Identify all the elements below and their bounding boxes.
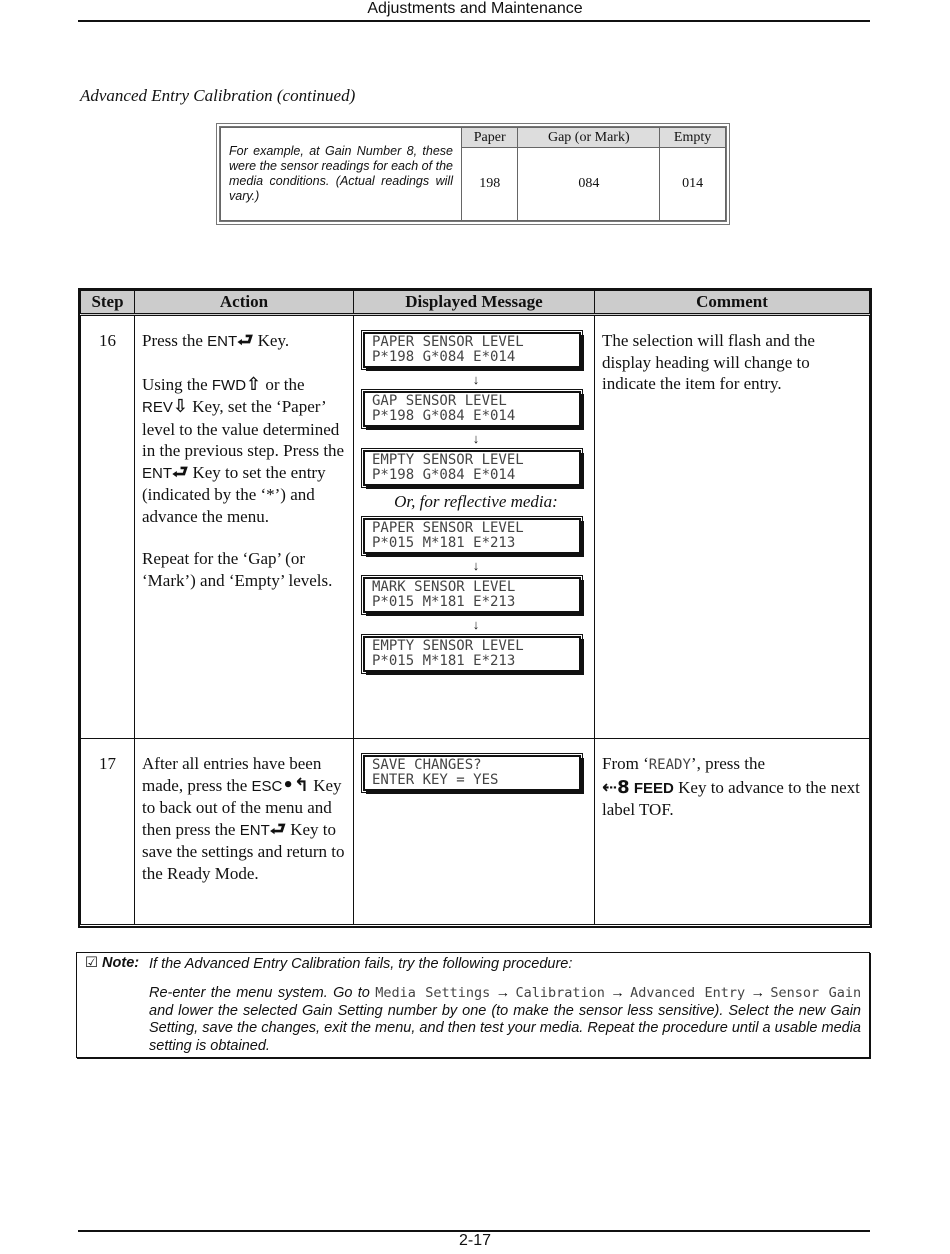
note-line-1: If the Advanced Entry Calibration fails, try the following procedure: <box>149 956 573 972</box>
action-text: Press the <box>142 331 203 350</box>
lcd-display: EMPTY SENSOR LEVEL P*198 G*084 E*014 <box>363 450 581 486</box>
displayed-message-cell <box>354 315 595 739</box>
fwd-key-label: FWD <box>211 376 247 394</box>
lcd-display: EMPTY SENSOR LEVEL P*015 M*181 E*213 <box>363 636 581 672</box>
value-paper: 198 <box>462 148 518 221</box>
ent-key-label: ENT <box>207 333 238 350</box>
header-comment: Comment <box>595 291 870 315</box>
page-header: Adjustments and Maintenance <box>367 0 583 17</box>
checkbox-icon: ☑ <box>85 955 98 971</box>
right-arrow-icon: → <box>610 985 625 1001</box>
action-text: Key, set the ‘Paper’ level to the value determined in the previous step. Press the <box>142 397 345 460</box>
enter-key-icon: ⮐ <box>237 330 254 351</box>
feed-key-label: FEED <box>633 779 674 797</box>
procedure-table <box>78 288 872 928</box>
action-text: Repeat for the ‘Gap’ (or ‘Mark’) and ‘Empty’ levels. <box>142 549 333 590</box>
rev-key-label: REV <box>142 399 173 416</box>
down-arrow-icon: ↓ <box>472 617 480 632</box>
feed-key-icon: ⇠8 <box>602 776 630 798</box>
ent-key-label: ENT <box>239 821 270 839</box>
value-gap: 084 <box>518 148 660 221</box>
menu-path-item: Advanced Entry <box>630 985 746 1001</box>
comment-cell: The selection will flash and the display heading will change to indicate the item for entry. <box>595 315 870 739</box>
esc-key-label: ESC <box>251 777 283 795</box>
table-row <box>81 739 870 925</box>
section-title: Advanced Entry Calibration (continued) <box>80 86 356 105</box>
enter-key-icon: ⮐ <box>172 461 189 483</box>
menu-path-item: Media Settings <box>375 985 491 1001</box>
table-row <box>81 315 870 739</box>
value-empty: 014 <box>660 148 726 221</box>
ent-key-label: ENT <box>142 464 172 482</box>
note-box <box>76 952 870 1058</box>
lcd-display: PAPER SENSOR LEVEL P*198 G*084 E*014 <box>363 332 581 368</box>
header-displayed-message: Displayed Message <box>354 291 595 315</box>
right-arrow-icon: → <box>750 985 766 1001</box>
action-text: Key. <box>257 331 290 350</box>
ready-mode-text: READY <box>648 757 691 773</box>
enter-key-icon: ⮐ <box>269 818 286 840</box>
action-cell <box>135 739 354 925</box>
down-arrow-icon: ↓ <box>472 372 480 387</box>
comment-cell: From ‘READY’, press the ⇠8 FEED Key to advance to the next label TOF. <box>595 739 870 925</box>
up-arrow-circle-icon: ⇧ <box>246 373 262 395</box>
lcd-display: PAPER SENSOR LEVEL P*015 M*181 E*213 <box>363 518 581 554</box>
action-text: Key to save the settings and return to the Ready Mode. <box>142 819 345 883</box>
col-header-paper: Paper <box>462 128 518 148</box>
header-rule <box>78 20 870 22</box>
step-number: 16 <box>81 315 135 739</box>
action-text: Key to set the entry (indicated by the ‘*’) and advance the menu. <box>142 462 326 526</box>
lcd-display: GAP SENSOR LEVEL P*198 G*084 E*014 <box>363 391 581 427</box>
header-action: Action <box>135 291 354 315</box>
example-note: For example, at Gain Number 8, these were the sensor readings for each of the media conditions. (Actual readings will vary.) <box>221 128 462 221</box>
action-text: Key to back out of the menu and then press the <box>142 775 342 839</box>
down-arrow-icon: ↓ <box>472 558 480 573</box>
menu-path-item: Calibration <box>515 985 605 1001</box>
header-step: Step <box>81 291 135 315</box>
menu-path-item: Sensor Gain <box>770 985 862 1001</box>
page-number: 2-17 <box>458 1232 492 1249</box>
action-text: or the <box>265 374 305 394</box>
action-cell <box>135 315 354 739</box>
reflective-media-label: Or, for reflective media: <box>394 492 558 511</box>
step-number: 17 <box>81 739 135 925</box>
action-text: Using the <box>142 374 208 394</box>
lcd-display: SAVE CHANGES? ENTER KEY = YES <box>363 755 581 791</box>
down-arrow-circle-icon: ⇩ <box>172 396 188 417</box>
example-readings-table <box>219 126 727 222</box>
right-arrow-icon: → <box>495 985 511 1001</box>
note-label: Note: <box>102 955 140 971</box>
col-header-gap: Gap (or Mark) <box>518 128 660 148</box>
escape-key-icon: •↰ <box>282 774 309 796</box>
displayed-message-cell <box>354 739 595 925</box>
down-arrow-icon: ↓ <box>472 431 480 446</box>
note-procedure: Re-enter the menu system. Go to Media Settings → Calibration → Advanced Entry → Sensor Gain and lower the selected Gain Setting number by one (to make the sensor less sensitive). Select the new Gain Setting, save the changes, exit the menu, and then test your media. Repeat the procedure until a usable media setting is obtained. <box>149 985 862 1054</box>
lcd-display: MARK SENSOR LEVEL P*015 M*181 E*213 <box>363 577 581 613</box>
col-header-empty: Empty <box>660 128 726 148</box>
action-text: After all entries have been made, press the <box>142 754 322 795</box>
